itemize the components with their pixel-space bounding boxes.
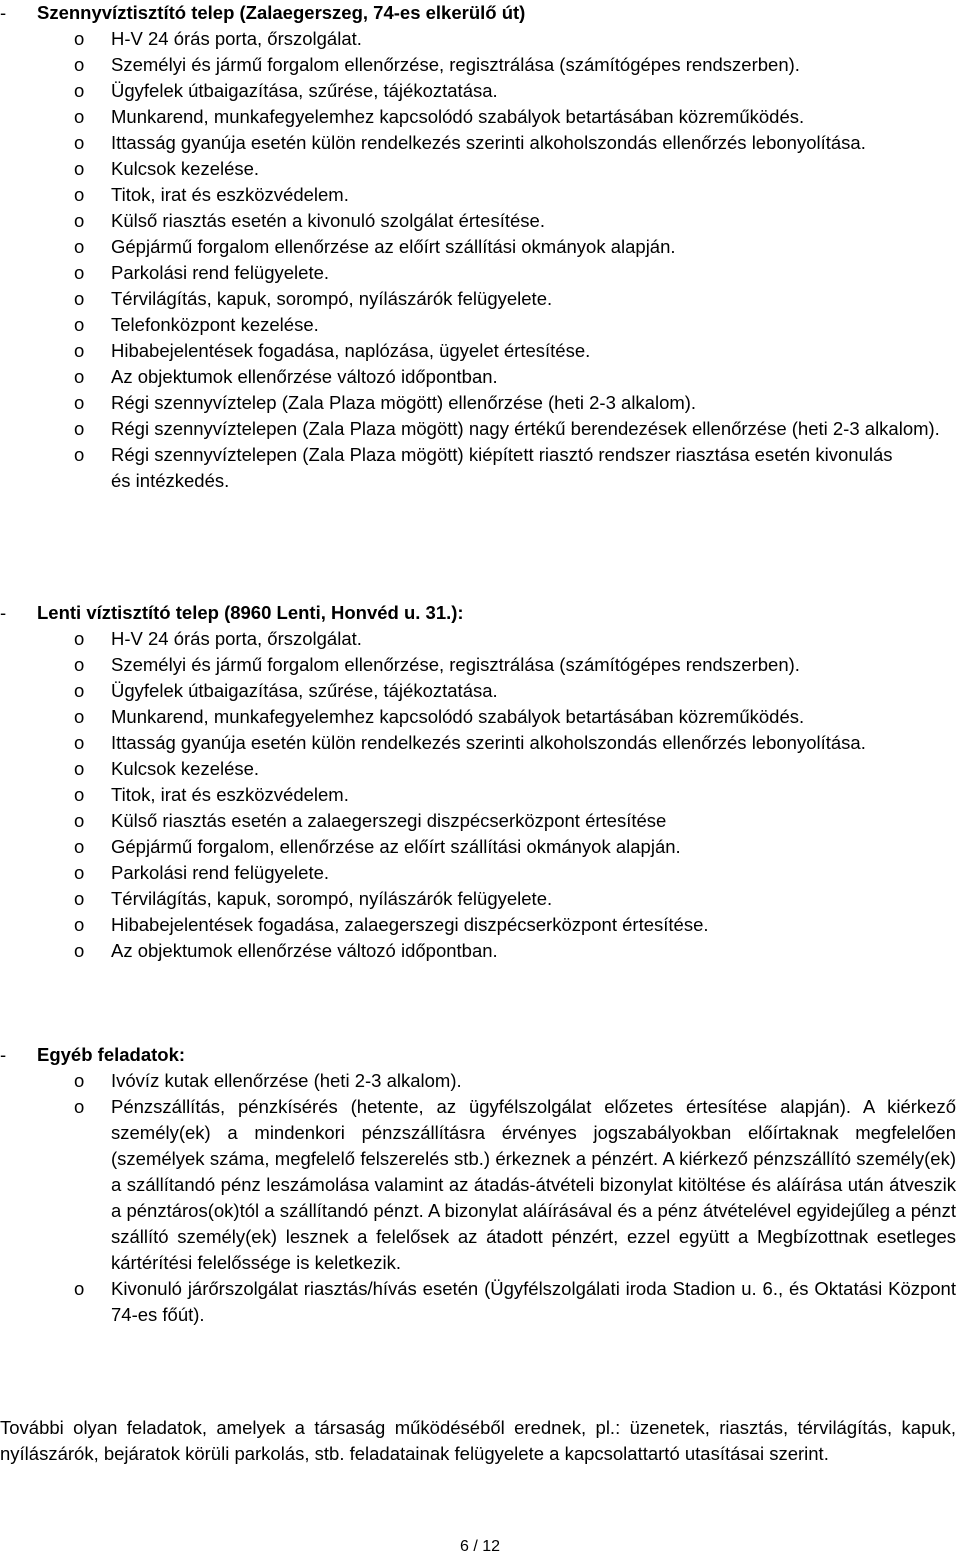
bullet-marker: o	[74, 1096, 85, 1117]
item-text: Parkolási rend felügyelete.	[111, 262, 330, 283]
task-list	[0, 626, 960, 964]
section-title	[0, 0, 960, 26]
item-text: Hibabejelentések fogadása, zalaegerszegi diszpécserközpont értesítése.	[111, 914, 709, 935]
list-item	[0, 182, 960, 208]
item-text: Munkarend, munkafegyelemhez kapcsolódó szabályok betartásában közreműködés.	[111, 706, 805, 727]
dash-marker: -	[0, 1044, 7, 1065]
section-title	[0, 1042, 960, 1068]
list-item	[0, 860, 960, 886]
list-item	[0, 208, 960, 234]
bullet-marker: o	[74, 210, 85, 231]
bullet-marker: o	[74, 340, 85, 361]
bullet-marker: o	[74, 836, 85, 857]
item-text: Ügyfelek útbaigazítása, szűrése, tájékoztatása.	[111, 80, 498, 101]
item-text: Kulcsok kezelése.	[111, 158, 260, 179]
bullet-marker: o	[74, 54, 85, 75]
bullet-marker: o	[74, 706, 85, 727]
item-text: Régi szennyvíztelepen (Zala Plaza mögött) kiépített riasztó rendszer riasztása esetén kivonulás és intézkedés.	[111, 444, 893, 491]
item-text: Parkolási rend felügyelete.	[111, 862, 330, 883]
list-item	[0, 678, 960, 704]
section-egyeb	[0, 1042, 960, 1328]
list-item	[0, 626, 960, 652]
bullet-marker: o	[74, 810, 85, 831]
item-text: Személyi és jármű forgalom ellenőrzése, regisztrálása (számítógépes rendszerben).	[111, 54, 800, 75]
item-text: Külső riasztás esetén a kivonuló szolgálat értesítése.	[111, 210, 545, 231]
item-text: Munkarend, munkafegyelemhez kapcsolódó szabályok betartásában közreműködés.	[111, 106, 805, 127]
bullet-marker: o	[74, 444, 85, 465]
list-item	[0, 390, 960, 416]
dash-marker: -	[0, 2, 7, 23]
bullet-marker: o	[74, 1278, 85, 1299]
item-text: Térvilágítás, kapuk, sorompó, nyílászárók felügyelete.	[111, 888, 553, 909]
list-item	[0, 52, 960, 78]
task-list	[0, 1068, 960, 1328]
bullet-marker: o	[74, 132, 85, 153]
item-text: Gépjármű forgalom ellenőrzése az előírt szállítási okmányok alapján.	[111, 236, 676, 257]
list-item	[0, 416, 960, 442]
item-text: Hibabejelentések fogadása, naplózása, ügyelet értesítése.	[111, 340, 591, 361]
item-text: H-V 24 órás porta, őrszolgálat.	[111, 28, 362, 49]
bullet-marker: o	[74, 288, 85, 309]
section-title	[0, 600, 960, 626]
list-item	[0, 338, 960, 364]
item-text: Kivonuló járőrszolgálat riasztás/hívás esetén (Ügyfélszolgálati iroda Stadion u. 6., és Oktatási Központ 74-es főút).	[111, 1278, 956, 1325]
list-item	[0, 938, 960, 964]
bullet-marker: o	[74, 262, 85, 283]
closing-paragraph: További olyan feladatok, amelyek a társaság működéséből erednek, pl.: üzenetek, riasztás, térvilágítás, kapuk, nyílászárók, bejáratok körüli parkolás, stb. feladatainak felügyelete a kapcsolattartó utasításai szerint.	[0, 1417, 956, 1464]
item-text: Ittasság gyanúja esetén külön rendelkezés szerinti alkoholszondás ellenőrzés lebonyolítása.	[111, 132, 866, 153]
list-item	[0, 704, 960, 730]
list-item	[0, 808, 960, 834]
item-text: H-V 24 órás porta, őrszolgálat.	[111, 628, 362, 649]
bullet-marker: o	[74, 628, 85, 649]
item-text: Titok, irat és eszközvédelem.	[111, 784, 349, 805]
bullet-marker: o	[74, 940, 85, 961]
bullet-marker: o	[74, 914, 85, 935]
item-text: Pénzszállítás, pénzkísérés (hetente, az ügyfélszolgálat előzetes értesítése alapján). A kiérkező személy(ek) a mindenkori pénzszállításra érvényes jogszabályokban előírtaknak megfelelően (személyek száma, megfelelő felszerelés stb.) érkeznek a pénzért. A kiérkező pénzszállító személy(ek) a szállítandó pénz leszámolása valamint az átadás-átvételi bizonylat kitöltése és aláírása után átveszik a pénztáros(ok)tól a szállítandó pénzt. A bizonylat aláírásával és a pénz átvételével egyidejűleg a pénzt szállító személy(ek) lesznek a felelősek az átadott pénzért, ezzel együtt a Megbízottnak esetleges kártérítési felelőssége is keletkezik.	[111, 1096, 956, 1273]
bullet-marker: o	[74, 888, 85, 909]
bullet-marker: o	[74, 28, 85, 49]
list-item	[0, 442, 960, 494]
list-item	[0, 156, 960, 182]
list-item	[0, 782, 960, 808]
task-list	[0, 26, 960, 494]
bullet-marker: o	[74, 184, 85, 205]
bullet-marker: o	[74, 758, 85, 779]
section-title-text: Lenti víztisztító telep (8960 Lenti, Honvéd u. 31.):	[37, 602, 464, 623]
section-szennyviztisztito	[0, 0, 960, 494]
list-item	[0, 130, 960, 156]
dash-marker: -	[0, 602, 7, 623]
list-item	[0, 1094, 960, 1276]
item-text: Ügyfelek útbaigazítása, szűrése, tájékoztatása.	[111, 680, 498, 701]
list-item	[0, 364, 960, 390]
bullet-marker: o	[74, 784, 85, 805]
section-lenti	[0, 600, 960, 964]
page-number: 6 / 12	[459, 1538, 501, 1555]
bullet-marker: o	[74, 158, 85, 179]
item-text: Ivóvíz kutak ellenőrzése (heti 2-3 alkalom).	[111, 1070, 462, 1091]
item-text: Külső riasztás esetén a zalaegerszegi diszpécserközpont értesítése	[111, 810, 667, 831]
section-title-text: Szennyvíztisztító telep (Zalaegerszeg, 74-es elkerülő út)	[37, 2, 526, 23]
bullet-marker: o	[74, 392, 85, 413]
list-item	[0, 78, 960, 104]
item-text: Kulcsok kezelése.	[111, 758, 260, 779]
item-text: Térvilágítás, kapuk, sorompó, nyílászárók felügyelete.	[111, 288, 553, 309]
list-item	[0, 756, 960, 782]
item-text: Személyi és jármű forgalom ellenőrzése, regisztrálása (számítógépes rendszerben).	[111, 654, 800, 675]
item-text: Régi szennyvíztelepen (Zala Plaza mögött) nagy értékű berendezések ellenőrzése (heti 2-3 alkalom).	[111, 418, 940, 439]
item-text: Az objektumok ellenőrzése változó időpontban.	[111, 366, 498, 387]
list-item	[0, 1068, 960, 1094]
item-text: Régi szennyvíztelep (Zala Plaza mögött) ellenőrzése (heti 2-3 alkalom).	[111, 392, 697, 413]
bullet-marker: o	[74, 366, 85, 387]
item-text: Ittasság gyanúja esetén külön rendelkezés szerinti alkoholszondás ellenőrzés lebonyolítása.	[111, 732, 866, 753]
list-item	[0, 104, 960, 130]
bullet-marker: o	[74, 732, 85, 753]
list-item	[0, 886, 960, 912]
bullet-marker: o	[74, 106, 85, 127]
list-item	[0, 834, 960, 860]
bullet-marker: o	[74, 862, 85, 883]
section-title-text: Egyéb feladatok:	[37, 1044, 186, 1065]
item-text: Gépjármű forgalom, ellenőrzése az előírt szállítási okmányok alapján.	[111, 836, 681, 857]
list-item	[0, 652, 960, 678]
list-item	[0, 260, 960, 286]
list-item	[0, 1276, 960, 1328]
item-text: Titok, irat és eszközvédelem.	[111, 184, 349, 205]
bullet-marker: o	[74, 80, 85, 101]
bullet-marker: o	[74, 654, 85, 675]
list-item	[0, 26, 960, 52]
item-text: Telefonközpont kezelése.	[111, 314, 319, 335]
bullet-marker: o	[74, 680, 85, 701]
list-item	[0, 234, 960, 260]
bullet-marker: o	[74, 236, 85, 257]
bullet-marker: o	[74, 314, 85, 335]
list-item	[0, 312, 960, 338]
bullet-marker: o	[74, 1070, 85, 1091]
list-item	[0, 912, 960, 938]
list-item	[0, 730, 960, 756]
bullet-marker: o	[74, 418, 85, 439]
list-item	[0, 286, 960, 312]
item-text: Az objektumok ellenőrzése változó időpontban.	[111, 940, 498, 961]
